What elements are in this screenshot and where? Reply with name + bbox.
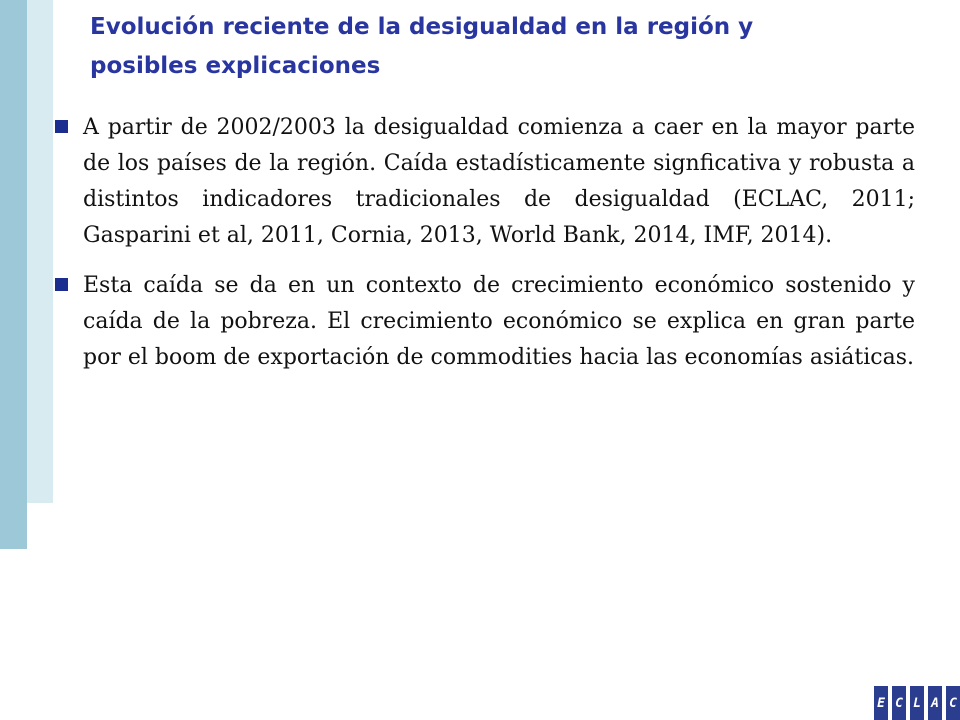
logo-letter: A xyxy=(928,686,942,720)
bullet-text: A partir de 2002/2003 la desigualdad comienza a caer en la mayor parte de los países de la región. Caída estadísticamente signficativa y robusta a distintos indicadores tradicionales de desigualdad (ECLAC, 2011; Gasparini et al, 2011, Cornia, 2013, World Bank, 2014, IMF, 2014). xyxy=(83,115,915,248)
left-decorative-bar-light xyxy=(27,0,53,503)
bullet-item xyxy=(55,110,915,254)
left-decorative-bar xyxy=(0,0,27,549)
bullet-text: Esta caída se da en un contexto de crecimiento económico sostenido y caída de la pobreza. El crecimiento económico se explica en gran parte por el boom de exportación de commodities hacia las economías asiáticas. xyxy=(83,273,915,370)
slide-title: Evolución reciente de la desigualdad en la región y posibles explicaciones xyxy=(90,14,754,79)
logo-letter: E xyxy=(874,686,888,720)
bullet-list xyxy=(55,110,915,390)
bullet-item xyxy=(55,268,915,376)
eclac-logo xyxy=(874,686,960,720)
logo-letter: C xyxy=(946,686,960,720)
logo-letter: C xyxy=(892,686,906,720)
square-bullet-icon xyxy=(55,120,68,133)
logo-letter: L xyxy=(910,686,924,720)
square-bullet-icon xyxy=(55,278,68,291)
